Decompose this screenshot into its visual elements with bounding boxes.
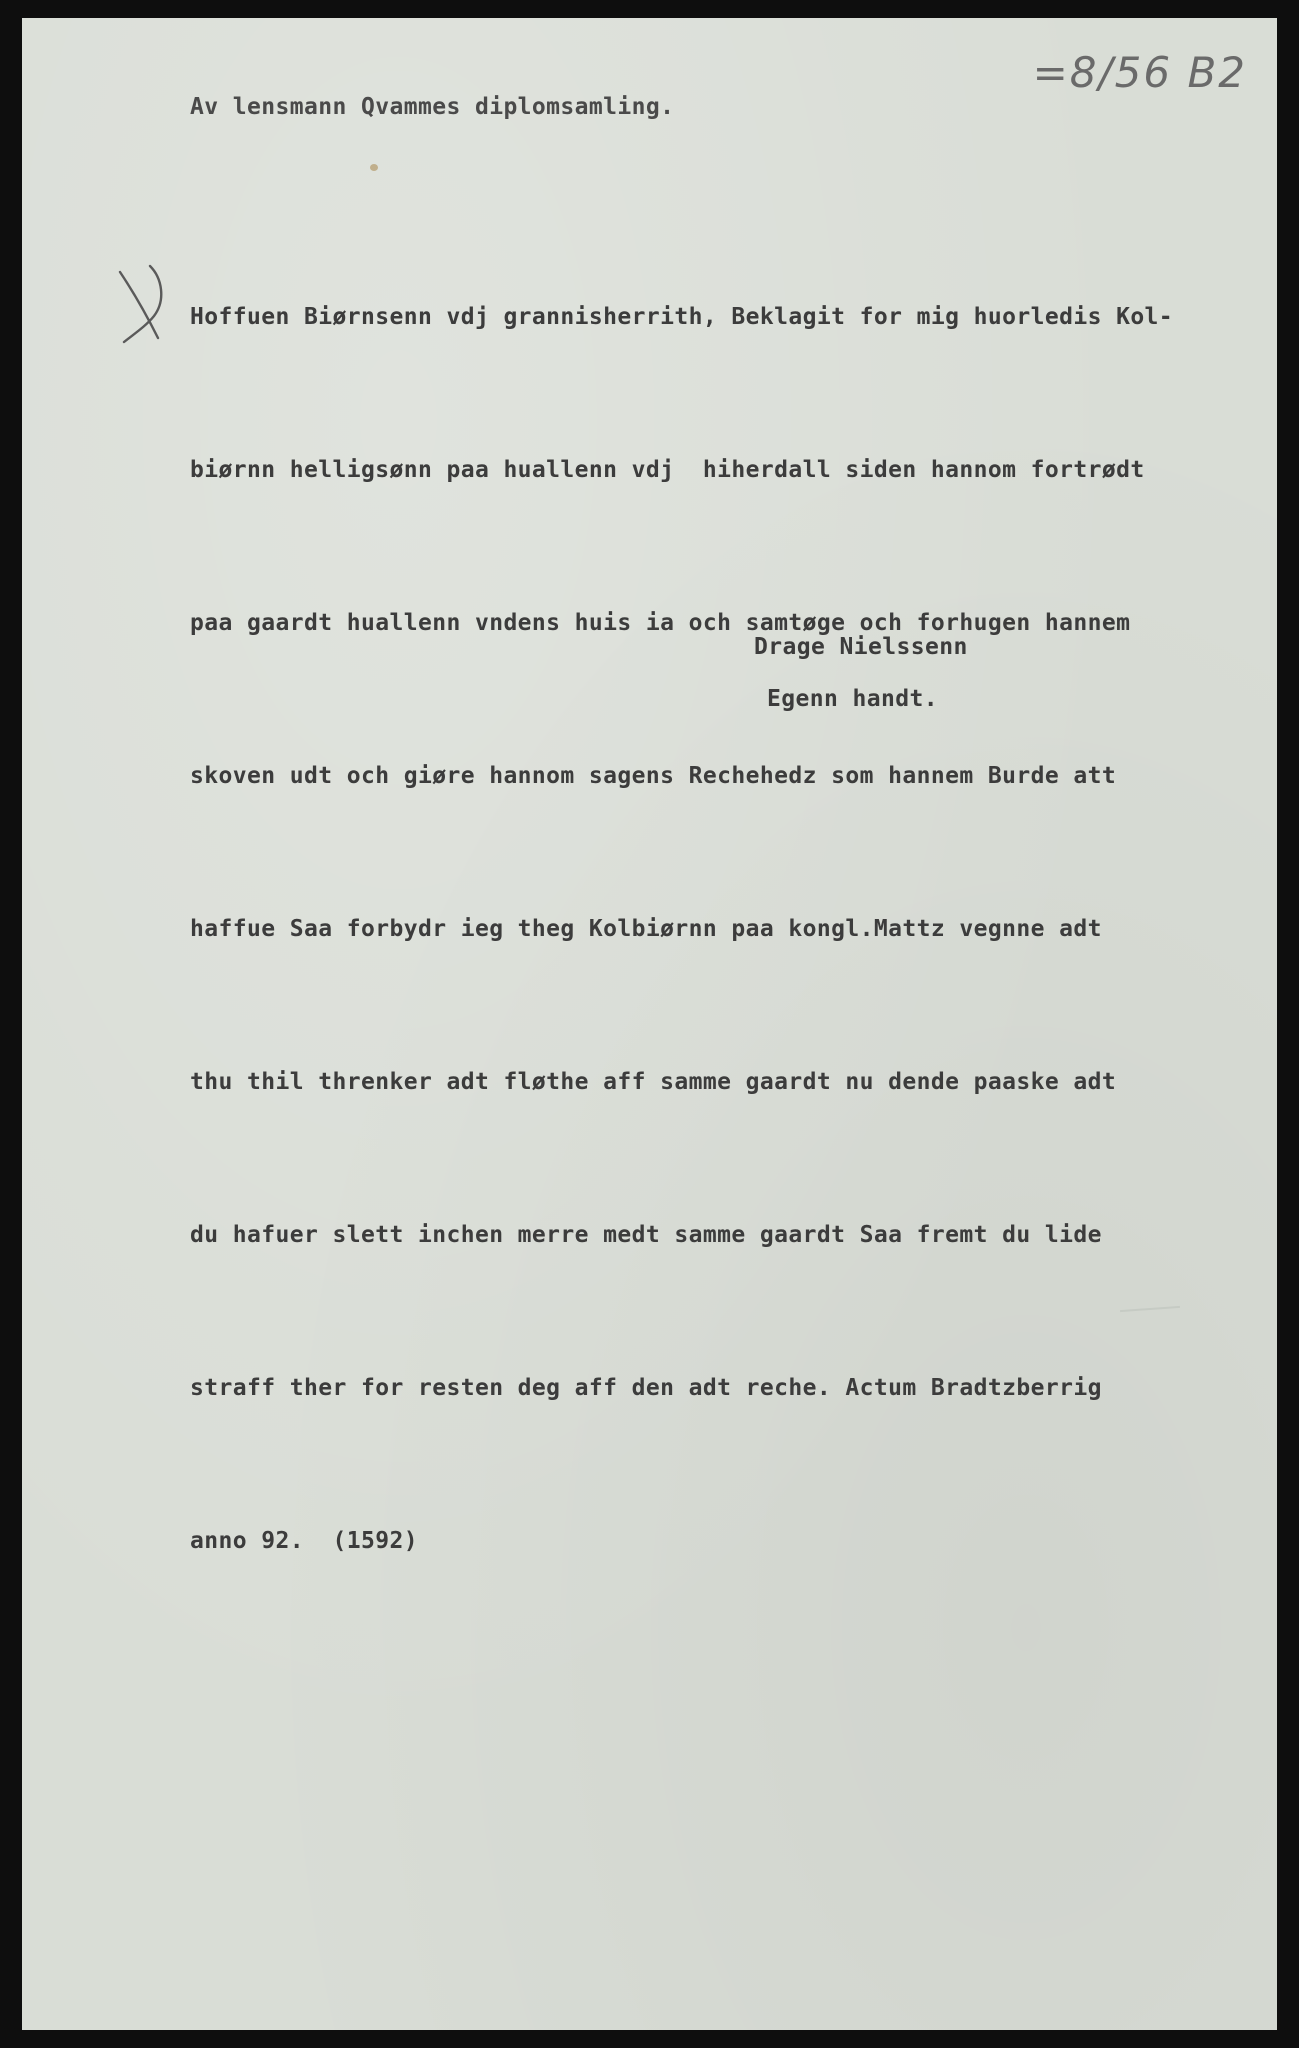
body-line: anno 92. (1592): [190, 1528, 418, 1554]
document-body: [190, 190, 1173, 1669]
body-line: skoven udt och giøre hannom sagens Rechehedz som hannem Burde att: [190, 763, 1117, 789]
body-line: biørnn helligsønn paa huallenn vdj hiherdall siden hannom fortrødt: [190, 457, 1145, 483]
document-page: [22, 18, 1277, 2030]
handwritten-x-mark-icon: [110, 256, 170, 346]
body-line: straff ther for resten deg aff den adt reche. Actum Bradtzberrig: [190, 1375, 1102, 1401]
archive-reference-mark: =8/56 B2: [1032, 48, 1247, 97]
document-heading: Av lensmann Qvammes diplomsamling.: [190, 94, 675, 120]
signature-name: Drage Nielssenn: [754, 634, 968, 660]
signature-note: Egenn handt.: [767, 686, 938, 712]
body-line: thu thil threnker adt fløthe aff samme gaardt nu dende paaske adt: [190, 1069, 1117, 1095]
body-line: du hafuer slett inchen merre medt samme gaardt Saa fremt du lide: [190, 1222, 1102, 1248]
body-line: haffue Saa forbydr ieg theg Kolbiørnn paa kongl.Mattz vegnne adt: [190, 916, 1102, 942]
ink-spot: [370, 164, 378, 171]
body-line: paa gaardt huallenn vndens huis ia och samtøge och forhugen hannem: [190, 610, 1131, 636]
body-line: Hoffuen Biørnsenn vdj grannisherrith, Beklagit for mig huorledis Kol-: [190, 304, 1174, 330]
